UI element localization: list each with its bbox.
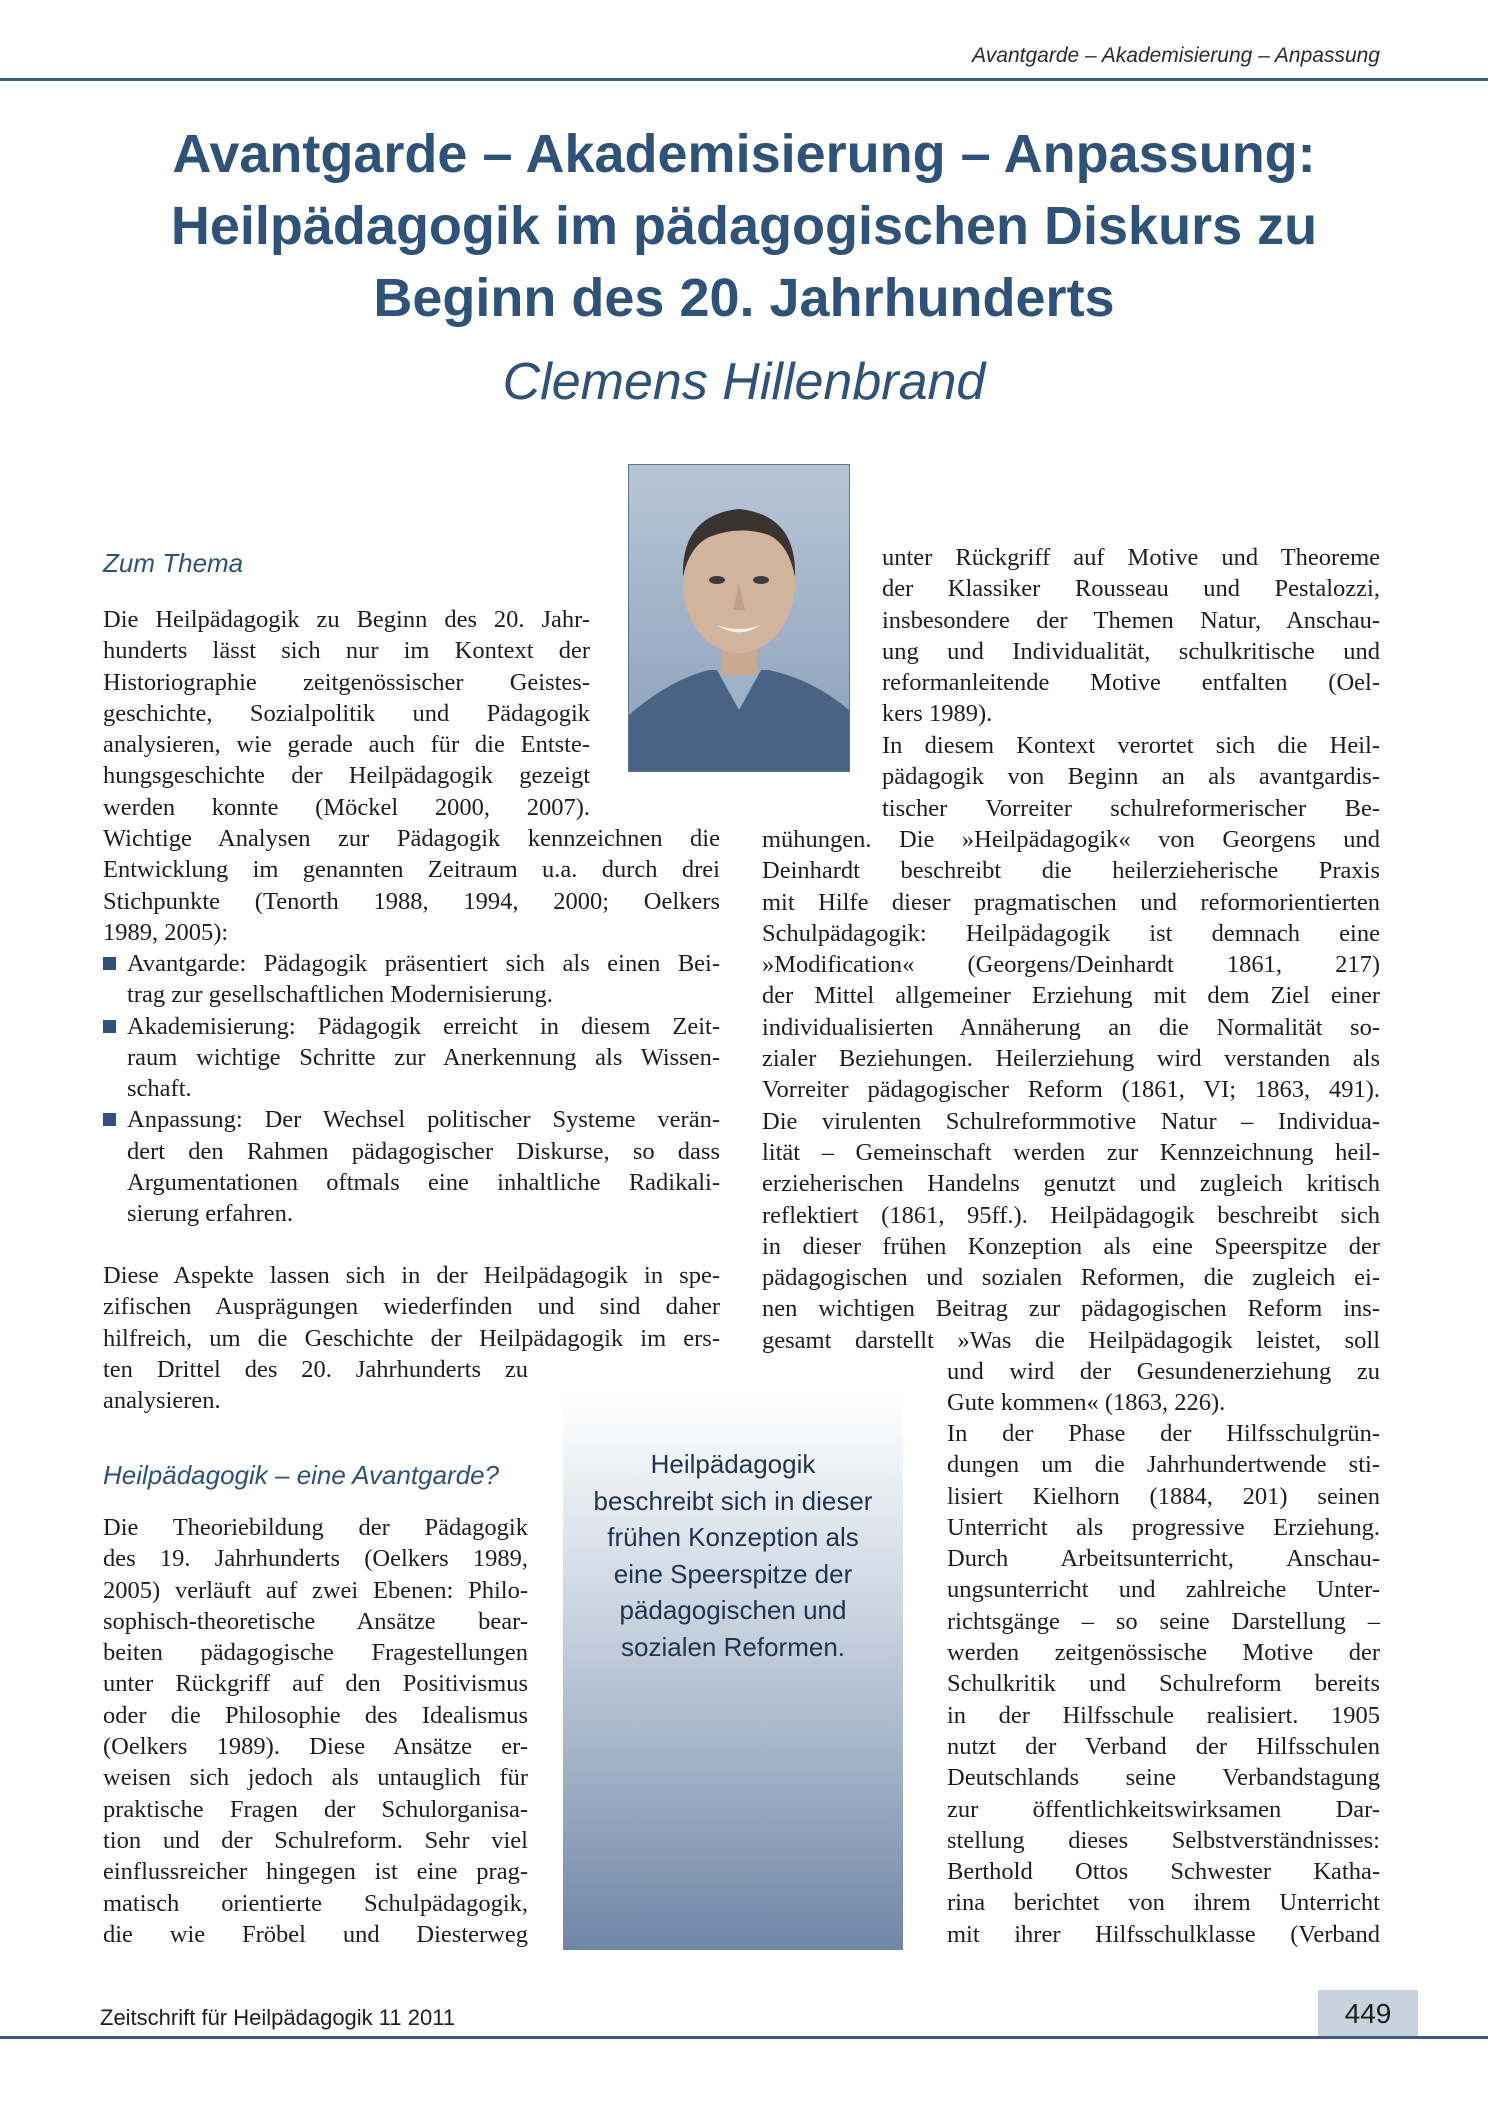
text-line: stellung dieses Selbstverständnisses: bbox=[947, 1826, 1380, 1854]
text-line: tischer Vorreiter schulreformerischer Be- bbox=[882, 794, 1380, 822]
text-line: 1989, 2005): bbox=[103, 918, 229, 946]
text-line: schaft. bbox=[127, 1075, 192, 1103]
text-line: pädagogik von Beginn an als avantgardis- bbox=[882, 763, 1380, 791]
text-line: Entwicklung im genannten Zeitraum u.a. durch drei bbox=[103, 856, 720, 884]
text-line: in der Hilfsschule realisiert. 1905 bbox=[947, 1701, 1380, 1729]
text-line: oder die Philosophie des Idealismus bbox=[103, 1701, 528, 1729]
right-block-2 bbox=[882, 730, 1380, 824]
text-line: Berthold Ottos Schwester Katha- bbox=[947, 1858, 1380, 1886]
text-line: trag zur gesellschaftlichen Modernisierung. bbox=[127, 981, 553, 1009]
text-line: individualisierten Annäherung an die Normalität so- bbox=[762, 1013, 1380, 1041]
text-line: hungsgeschichte der Heilpädagogik gezeigt bbox=[103, 762, 590, 790]
section-heading-zum-thema: Zum Thema bbox=[103, 548, 244, 578]
text-line: pädagogischen und sozialen Reformen, die zugleich ei- bbox=[762, 1264, 1380, 1292]
text-line: sophisch-theoretische Ansätze bear- bbox=[103, 1607, 528, 1635]
text-line: nutzt der Verband der Hilfsschulen bbox=[947, 1732, 1380, 1760]
text-line: geschichte, Sozialpolitik und Pädagogik bbox=[103, 699, 590, 727]
left-block-2 bbox=[103, 823, 720, 948]
text-line: Die virulenten Schulreformmotive Natur – Individua- bbox=[762, 1107, 1380, 1135]
text-line: Wichtige Analysen zur Pädagogik kennzeichnen die bbox=[103, 825, 720, 852]
author-photo bbox=[628, 464, 850, 772]
text-line: werden konnte (Möckel 2000, 2007). bbox=[103, 793, 590, 821]
pullquote-line: frühen Konzeption als bbox=[607, 1522, 859, 1552]
text-line: Diese Aspekte lassen sich in der Heilpädagogik in spe- bbox=[103, 1262, 720, 1289]
text-line: erzieherischen Handelns genutzt und zugleich kritisch bbox=[762, 1170, 1380, 1198]
text-line: Gute kommen« (1863, 226). bbox=[947, 1389, 1226, 1417]
pullquote-line: eine Speerspitze der bbox=[613, 1558, 853, 1589]
text-line: zur öffentlichkeitswirksamen Dar- bbox=[947, 1795, 1380, 1823]
text-line: kers 1989). bbox=[882, 700, 993, 728]
square-bullet-icon bbox=[103, 957, 116, 970]
text-line: Schulpädagogik: Heilpädagogik ist demnach eine bbox=[762, 919, 1380, 947]
text-line: der Klassiker Rousseau und Pestalozzi, bbox=[882, 575, 1380, 603]
right-block-5 bbox=[947, 1418, 1380, 1950]
text-line: Die Heilpädagogik zu Beginn des 20. Jahr- bbox=[103, 606, 590, 633]
text-line: Argumentationen oftmals eine inhaltliche Radikali- bbox=[127, 1169, 720, 1197]
author-name: Clemens Hillenbrand bbox=[502, 353, 986, 411]
square-bullet-icon bbox=[103, 1113, 116, 1126]
right-block-4 bbox=[947, 1356, 1380, 1419]
text-line: mit Hilfe dieser pragmatischen und reformorientierten bbox=[762, 888, 1380, 916]
text-line: die wie Fröbel und Diesterweg bbox=[103, 1920, 528, 1948]
text-line: des 19. Jahrhunderts (Oelkers 1989, bbox=[103, 1545, 528, 1573]
text-line: Historiographie zeitgenössischer Geistes- bbox=[103, 668, 590, 696]
text-line: In diesem Kontext verortet sich die Heil- bbox=[882, 732, 1380, 759]
text-line: analysieren, wie gerade auch für die Entste- bbox=[103, 731, 590, 759]
text-line: analysieren. bbox=[103, 1387, 221, 1415]
right-block-1 bbox=[882, 542, 1380, 730]
text-line: lisiert Kielhorn (1884, 201) seinen bbox=[947, 1482, 1380, 1510]
text-line: Vorreiter pädagogischer Reform (1861, VI; 1863, 491). bbox=[762, 1076, 1380, 1104]
pullquote-line: beschreibt sich in dieser bbox=[593, 1485, 873, 1516]
text-line: zialer Beziehungen. Heilerziehung wird verstanden als bbox=[762, 1045, 1380, 1073]
text-line: sierung erfahren. bbox=[127, 1200, 293, 1228]
text-line: 2005) verläuft auf zwei Ebenen: Philo- bbox=[103, 1576, 528, 1604]
right-block-3 bbox=[762, 824, 1380, 1356]
pullquote-line: Heilpädagogik bbox=[650, 1449, 816, 1479]
footer-rule bbox=[0, 2036, 1488, 2039]
text-line: ungsunterricht und zahlreiche Unter- bbox=[947, 1576, 1380, 1604]
text-line: In der Phase der Hilfsschulgrün- bbox=[947, 1420, 1380, 1447]
text-line: und wird der Gesundenerziehung zu bbox=[947, 1358, 1380, 1385]
text-line: der Mittel allgemeiner Erziehung mit dem Ziel einer bbox=[762, 982, 1380, 1010]
bullet-item bbox=[103, 948, 720, 1011]
text-line: unter Rückgriff auf den Positivismus bbox=[103, 1670, 528, 1698]
text-line: hunderts lässt sich nur im Kontext der bbox=[103, 637, 590, 665]
text-line: nen wichtigen Beitrag zur pädagogischen Reform ins- bbox=[762, 1295, 1380, 1323]
text-line: reformanleitende Motive entfalten (Oel- bbox=[882, 669, 1380, 697]
bullet-list bbox=[103, 948, 720, 1230]
text-line: Avantgarde: Pädagogik präsentiert sich als einen Bei- bbox=[127, 950, 720, 977]
text-line: ung und Individualität, schulkritische und bbox=[882, 637, 1380, 665]
title-line: Beginn des 20. Jahrhunderts bbox=[373, 268, 1115, 328]
pullquote-line: pädagogischen und bbox=[619, 1595, 847, 1625]
bullet-item bbox=[103, 1104, 720, 1229]
running-head: Avantgarde – Akademisierung – Anpassung bbox=[972, 44, 1380, 67]
text-line: mit ihrer Hilfsschulklasse (Verband bbox=[947, 1920, 1380, 1948]
text-line: beiten pädagogische Fragestellungen bbox=[103, 1639, 528, 1667]
text-line: ten Drittel des 20. Jahrhunderts zu bbox=[103, 1355, 528, 1383]
text-line: mühungen. Die »Heilpädagogik« von Georgens und bbox=[762, 826, 1380, 853]
text-line: (Oelkers 1989). Diese Ansätze er- bbox=[103, 1733, 528, 1761]
left-block-3 bbox=[103, 1260, 720, 1416]
text-line: weisen sich jedoch als untauglich für bbox=[103, 1764, 528, 1792]
text-line: Die Theoriebildung der Pädagogik bbox=[103, 1514, 528, 1541]
text-line: matisch orientierte Schulpädagogik, bbox=[103, 1889, 528, 1917]
pullquote-line: sozialen Reformen. bbox=[621, 1631, 845, 1662]
title-line: Avantgarde – Akademisierung – Anpassung: bbox=[172, 124, 1316, 184]
text-line: zifischen Ausprägungen wiederfinden und sind daher bbox=[103, 1293, 720, 1321]
text-line: Deutschlands seine Verbandstagung bbox=[947, 1764, 1380, 1792]
top-rule bbox=[0, 78, 1488, 81]
text-line: hilfreich, um die Geschichte der Heilpädagogik im ers- bbox=[103, 1324, 720, 1352]
text-line: tion und der Schulreform. Sehr viel bbox=[103, 1826, 528, 1854]
text-line: einflussreicher hingegen ist eine prag- bbox=[103, 1858, 528, 1886]
text-line: »Modification« (Georgens/Deinhardt 1861, 217) bbox=[762, 951, 1380, 979]
text-line: Akademisierung: Pädagogik erreicht in diesem Zeit- bbox=[127, 1012, 720, 1040]
left-block-1 bbox=[103, 604, 590, 823]
text-line: Anpassung: Der Wechsel politischer Systeme verän- bbox=[127, 1106, 720, 1134]
square-bullet-icon bbox=[103, 1020, 116, 1033]
text-line: gesamt darstellt »Was die Heilpädagogik leistet, soll bbox=[762, 1326, 1380, 1354]
text-line: rina berichtet von ihrem Unterricht bbox=[947, 1889, 1380, 1917]
text-line: reflektiert (1861, 95ff.). Heilpädagogik beschreibt sich bbox=[762, 1201, 1380, 1229]
text-line: Schulkritik und Schulreform bereits bbox=[947, 1670, 1380, 1698]
page-number: 449 bbox=[1344, 1998, 1392, 2029]
text-line: raum wichtige Schritte zur Anerkennung als Wissen- bbox=[127, 1043, 720, 1071]
bullet-item bbox=[103, 1011, 720, 1105]
text-line: Deinhardt beschreibt die heilerzieherische Praxis bbox=[762, 857, 1380, 885]
text-line: richtsgänge – so seine Darstellung – bbox=[947, 1607, 1380, 1635]
footer-journal: Zeitschrift für Heilpädagogik 11 2011 bbox=[100, 2005, 456, 2030]
article-title bbox=[120, 118, 1368, 334]
text-line: in dieser frühen Konzeption als eine Speerspitze der bbox=[762, 1232, 1380, 1260]
section-heading-avantgarde: Heilpädagogik – eine Avantgarde? bbox=[103, 1460, 500, 1490]
text-line: insbesondere der Themen Natur, Anschau- bbox=[882, 606, 1380, 634]
text-line: Durch Arbeitsunterricht, Anschau- bbox=[947, 1545, 1380, 1573]
portrait-illustration bbox=[629, 465, 849, 771]
text-line: Unterricht als progressive Erziehung. bbox=[947, 1513, 1380, 1541]
text-line: dert den Rahmen pädagogischer Diskurse, so dass bbox=[127, 1137, 720, 1165]
text-line: dungen um die Jahrhundertwende sti- bbox=[947, 1451, 1380, 1479]
text-line: lität – Gemeinschaft werden zur Kennzeichnung heil- bbox=[762, 1138, 1380, 1166]
text-line: Stichpunkte (Tenorth 1988, 1994, 2000; Oelkers bbox=[103, 887, 720, 915]
pullquote-text bbox=[575, 1446, 891, 1665]
text-line: unter Rückgriff auf Motive und Theoreme bbox=[882, 544, 1380, 571]
text-line: praktische Fragen der Schulorganisa- bbox=[103, 1795, 528, 1823]
left-block-4 bbox=[103, 1512, 528, 1950]
text-line: werden zeitgenössische Motive der bbox=[947, 1639, 1380, 1667]
title-line: Heilpädagogik im pädagogischen Diskurs zu bbox=[170, 196, 1318, 256]
